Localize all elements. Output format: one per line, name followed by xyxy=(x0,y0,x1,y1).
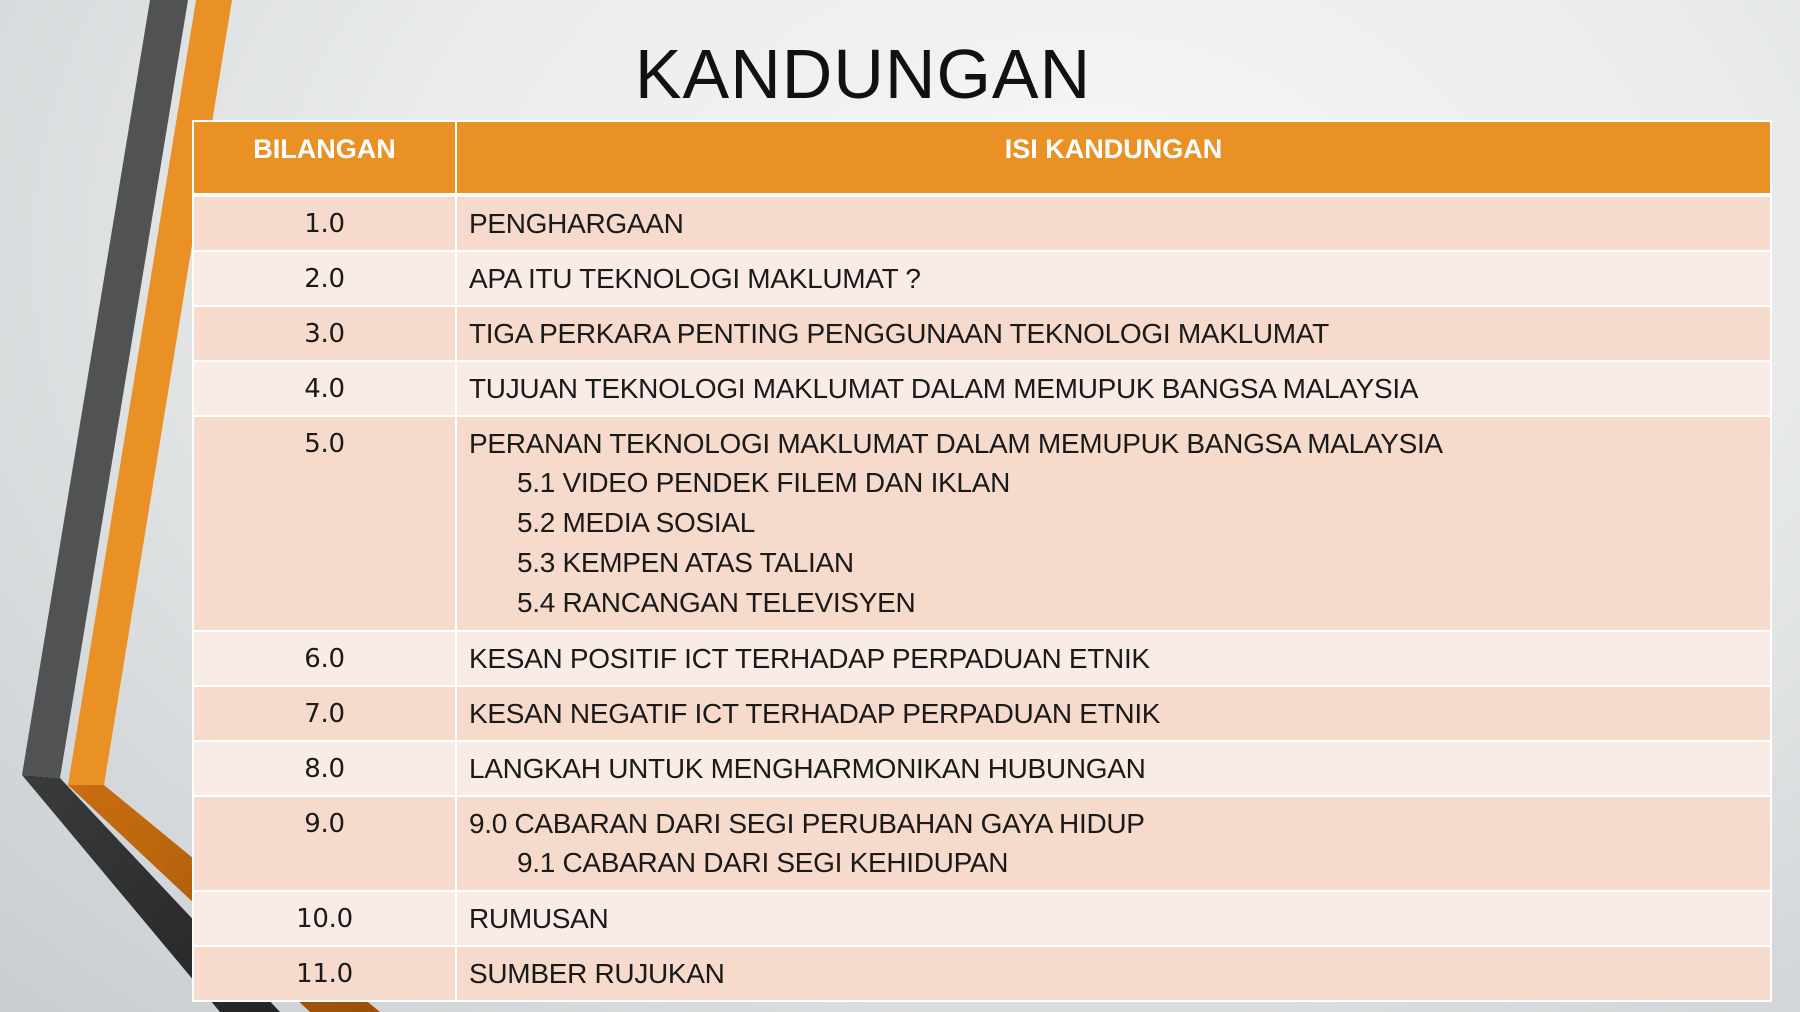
table-row xyxy=(193,946,1771,1001)
row-title: 9.0 CABARAN DARI SEGI PERUBAHAN GAYA HIDUP xyxy=(469,808,1145,839)
table-header-row xyxy=(193,121,1771,195)
sub-item: 9.1 CABARAN DARI SEGI KEHIDUPAN xyxy=(517,847,1009,878)
row-title: LANGKAH UNTUK MENGHARMONIKAN HUBUNGAN xyxy=(456,741,1771,796)
table-row xyxy=(193,361,1771,416)
row-number: 6.0 xyxy=(193,631,456,686)
contents-table xyxy=(192,120,1772,1002)
header-isi-kandungan: ISI KANDUNGAN xyxy=(456,121,1771,195)
sub-item: 5.1 VIDEO PENDEK FILEM DAN IKLAN xyxy=(517,467,1010,498)
row-number: 1.0 xyxy=(193,195,456,251)
sub-item: 5.2 MEDIA SOSIAL xyxy=(517,507,755,538)
table-row xyxy=(193,195,1771,251)
row-number: 11.0 xyxy=(193,946,456,1001)
row-number: 10.0 xyxy=(193,891,456,946)
table-row xyxy=(193,251,1771,306)
header-bilangan: BILANGAN xyxy=(193,121,456,195)
row-number: 2.0 xyxy=(193,251,456,306)
row-title: PENGHARGAAN xyxy=(456,195,1771,251)
row-title: KESAN NEGATIF ICT TERHADAP PERPADUAN ETNIK xyxy=(456,686,1771,741)
row-number: 4.0 xyxy=(193,361,456,416)
row-title: KESAN POSITIF ICT TERHADAP PERPADUAN ETNIK xyxy=(456,631,1771,686)
table-row xyxy=(193,306,1771,361)
row-title: TUJUAN TEKNOLOGI MAKLUMAT DALAM MEMUPUK BANGSA MALAYSIA xyxy=(456,361,1771,416)
row-title: APA ITU TEKNOLOGI MAKLUMAT ? xyxy=(456,251,1771,306)
row-content xyxy=(456,416,1771,631)
table-row xyxy=(193,741,1771,796)
row-number: 8.0 xyxy=(193,741,456,796)
row-title: RUMUSAN xyxy=(456,891,1771,946)
table-row xyxy=(193,796,1771,891)
row-title: TIGA PERKARA PENTING PENGGUNAAN TEKNOLOGI MAKLUMAT xyxy=(456,306,1771,361)
row-number: 3.0 xyxy=(193,306,456,361)
row-number: 5.0 xyxy=(193,416,456,631)
row-content xyxy=(456,796,1771,891)
row-number: 7.0 xyxy=(193,686,456,741)
table-row xyxy=(193,631,1771,686)
sub-item: 5.3 KEMPEN ATAS TALIAN xyxy=(517,547,854,578)
sub-item: 5.4 RANCANGAN TELEVISYEN xyxy=(517,587,916,618)
table-row xyxy=(193,891,1771,946)
row-number: 9.0 xyxy=(193,796,456,891)
row-title: SUMBER RUJUKAN xyxy=(456,946,1771,1001)
page-title: KANDUNGAN xyxy=(634,35,1092,113)
table-row xyxy=(193,686,1771,741)
table-row xyxy=(193,416,1771,631)
row-title: PERANAN TEKNOLOGI MAKLUMAT DALAM MEMUPUK BANGSA MALAYSIA xyxy=(469,428,1443,459)
